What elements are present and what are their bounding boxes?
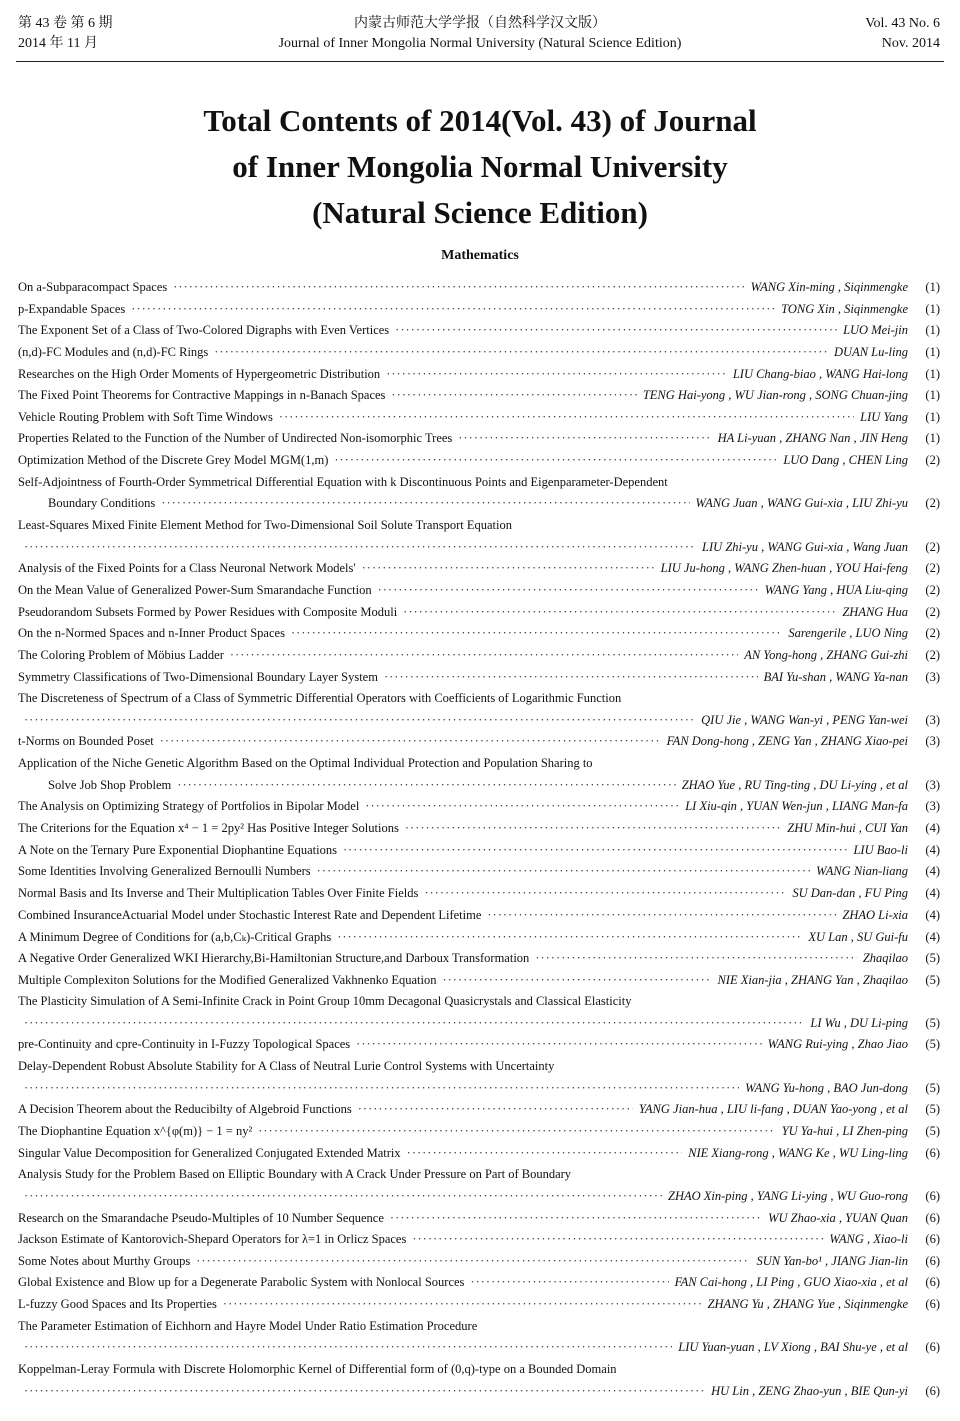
entry-issue: (1) bbox=[925, 344, 940, 359]
toc-entry bbox=[18, 1167, 940, 1189]
toc-entry bbox=[18, 367, 940, 389]
entry-authors: AN Yong-hong , ZHANG Gui-zhi bbox=[744, 647, 908, 662]
entry-authors: ZHAO Li-xia bbox=[842, 907, 908, 922]
entry-title: Analysis Study for the Problem Based on Elliptic Boundary with A Crack Under Pressure on Part of Boundary bbox=[18, 1167, 572, 1182]
leader-dots bbox=[24, 1081, 739, 1096]
contents-list bbox=[18, 280, 940, 1405]
toc-entry bbox=[18, 1384, 940, 1406]
toc-entry bbox=[18, 713, 940, 735]
journal-name bbox=[0, 14, 960, 54]
leader-dots bbox=[337, 930, 802, 945]
entry-title: Multiple Complexiton Solutions for the Modified Generalized Vakhnenko Equation bbox=[18, 972, 437, 987]
page-title bbox=[0, 98, 960, 236]
entry-issue: (2) bbox=[925, 626, 940, 641]
leader-dots bbox=[395, 323, 837, 338]
leader-dots bbox=[487, 908, 836, 923]
leader-dots bbox=[390, 1211, 762, 1226]
entry-issue: (6) bbox=[925, 1340, 940, 1355]
entry-issue: (3) bbox=[925, 799, 940, 814]
entry-title: Solve Job Shop Problem bbox=[48, 777, 172, 792]
toc-entry bbox=[18, 1146, 940, 1168]
entry-issue: (1) bbox=[925, 388, 940, 403]
entry-title: t-Norms on Bounded Poset bbox=[18, 734, 154, 749]
toc-entry bbox=[18, 302, 940, 324]
leader-dots bbox=[391, 388, 636, 403]
toc-entry bbox=[18, 1016, 940, 1038]
leader-dots bbox=[161, 496, 689, 511]
entry-title: Koppelman-Leray Formula with Discrete Holomorphic Kernel of Differential form of (0,q)-type on a Bounded Domain bbox=[18, 1362, 617, 1377]
entry-title: Global Existence and Blow up for a Degenerate Parabolic System with Nonlocal Sources bbox=[18, 1275, 465, 1290]
entry-issue: (6) bbox=[925, 1275, 940, 1290]
leader-dots bbox=[258, 1124, 775, 1139]
entry-issue: (4) bbox=[925, 864, 940, 879]
entry-authors: WANG Yang , HUA Liu-qing bbox=[764, 582, 908, 597]
entry-title: The Diophantine Equation x^{φ(m)} − 1 = ny² bbox=[18, 1123, 253, 1138]
entry-issue: (6) bbox=[925, 1297, 940, 1312]
leader-dots bbox=[458, 431, 711, 446]
toc-entry bbox=[18, 778, 940, 800]
toc-entry bbox=[18, 929, 940, 951]
toc-entry bbox=[18, 648, 940, 670]
entry-issue: (4) bbox=[925, 930, 940, 945]
entry-title: pre-Continuity and cpre-Continuity in I-Fuzzy Topological Spaces bbox=[18, 1037, 351, 1052]
entry-authors: FAN Cai-hong , LI Ping , GUO Xiao-xia , et al bbox=[674, 1275, 908, 1290]
leader-dots bbox=[470, 1275, 668, 1290]
issue-info-right bbox=[865, 14, 940, 54]
entry-issue: (6) bbox=[925, 1383, 940, 1398]
journal-name-cn: 内蒙古师范大学学报（自然科学汉文版） bbox=[354, 16, 606, 31]
toc-entry bbox=[18, 756, 940, 778]
toc-entry bbox=[18, 1232, 940, 1254]
volume-issue-en: Vol. 43 No. 6 bbox=[865, 16, 940, 31]
entry-authors: Sarengerile , LUO Ning bbox=[788, 626, 908, 641]
entry-title: Singular Value Decomposition for Generalized Conjugated Extended Matrix bbox=[18, 1145, 401, 1160]
leader-dots bbox=[405, 821, 781, 836]
leader-dots bbox=[403, 605, 836, 620]
entry-title: Jackson Estimate of Kantorovich-Shepard Operators for λ=1 in Orlicz Spaces bbox=[18, 1232, 407, 1247]
entry-authors: FAN Dong-hong , ZENG Yan , ZHANG Xiao-pei bbox=[666, 734, 908, 749]
entry-title: The Analysis on Optimizing Strategy of Portfolios in Bipolar Model bbox=[18, 799, 360, 814]
entry-authors: LI Xiu-qin , YUAN Wen-jun , LIANG Man-fa bbox=[685, 799, 908, 814]
entry-title: A Note on the Ternary Pure Exponential Diophantine Equations bbox=[18, 842, 337, 857]
toc-entry bbox=[18, 431, 940, 453]
toc-entry bbox=[18, 864, 940, 886]
entry-issue: (6) bbox=[925, 1253, 940, 1268]
entry-authors: ZHANG Yu , ZHANG Yue , Siqinmengke bbox=[707, 1297, 908, 1312]
entry-issue: (5) bbox=[925, 1015, 940, 1030]
toc-entry bbox=[18, 1211, 940, 1233]
entry-title: The Fixed Point Theorems for Contractive Mappings in n-Banach Spaces bbox=[18, 388, 386, 403]
entry-issue: (1) bbox=[925, 409, 940, 424]
entry-issue: (5) bbox=[925, 1102, 940, 1117]
toc-entry bbox=[18, 1319, 940, 1341]
entry-title: Research on the Smarandache Pseudo-Multiples of 10 Number Sequence bbox=[18, 1210, 384, 1225]
entry-title: Self-Adjointness of Fourth-Order Symmetrical Differential Equation with k Discontinuous Points and Eigenparameter-Dependent bbox=[18, 474, 668, 489]
leader-dots bbox=[173, 280, 744, 295]
leader-dots bbox=[131, 302, 775, 317]
entry-title: Symmetry Classifications of Two-Dimensional Boundary Layer System bbox=[18, 669, 378, 684]
leader-dots bbox=[334, 453, 777, 468]
entry-authors: WANG , Xiao-li bbox=[829, 1232, 908, 1247]
header-rule bbox=[16, 61, 944, 62]
volume-issue-cn: 第 43 卷 第 6 期 bbox=[18, 16, 113, 31]
entry-issue: (3) bbox=[925, 734, 940, 749]
leader-dots bbox=[177, 778, 675, 793]
entry-authors: WU Zhao-xia , YUAN Quan bbox=[768, 1210, 908, 1225]
toc-entry bbox=[18, 561, 940, 583]
leader-dots bbox=[343, 843, 848, 858]
entry-title: Application of the Niche Genetic Algorithm Based on the Optimal Individual Protection and Population Sharing to bbox=[18, 756, 593, 771]
entry-title: Normal Basis and Its Inverse and Their Multiplication Tables Over Finite Fields bbox=[18, 885, 419, 900]
leader-dots bbox=[291, 626, 782, 641]
entry-authors: TENG Hai-yong , WU Jian-rong , SONG Chuan-jing bbox=[642, 388, 908, 403]
entry-title: The Exponent Set of a Class of Two-Colored Digraphs with Even Vertices bbox=[18, 323, 390, 338]
entry-authors: WANG Nian-liang bbox=[816, 864, 908, 879]
entry-authors: LIU Yuan-yuan , LV Xiong , BAI Shu-ye , et al bbox=[678, 1340, 908, 1355]
toc-entry bbox=[18, 886, 940, 908]
toc-entry bbox=[18, 453, 940, 475]
entry-title: Analysis of the Fixed Points for a Class Neuronal Network Models' bbox=[18, 561, 356, 576]
entry-issue: (2) bbox=[925, 561, 940, 576]
entry-issue: (1) bbox=[925, 431, 940, 446]
entry-authors: Zhaqilao bbox=[862, 950, 908, 965]
toc-entry bbox=[18, 475, 940, 497]
section-heading: Mathematics bbox=[441, 248, 519, 263]
entry-title: Least-Squares Mixed Finite Element Method for Two-Dimensional Soil Solute Transport Equation bbox=[18, 518, 512, 533]
entry-title: On the n-Normed Spaces and n-Inner Product Spaces bbox=[18, 626, 285, 641]
entry-issue: (4) bbox=[925, 821, 940, 836]
entry-title: Properties Related to the Function of the Number of Undirected Non-isomorphic Trees bbox=[18, 431, 453, 446]
leader-dots bbox=[230, 648, 738, 663]
entry-issue: (1) bbox=[925, 323, 940, 338]
entry-issue: (2) bbox=[925, 539, 940, 554]
entry-authors: ZHANG Hua bbox=[842, 604, 908, 619]
toc-entry bbox=[18, 345, 940, 367]
entry-issue: (5) bbox=[925, 1123, 940, 1138]
entry-issue: (3) bbox=[925, 777, 940, 792]
entry-authors: WANG Yu-hong , BAO Jun-dong bbox=[745, 1080, 908, 1095]
entry-authors: LUO Dang , CHEN Ling bbox=[783, 453, 908, 468]
entry-issue: (6) bbox=[925, 1145, 940, 1160]
entry-issue: (5) bbox=[925, 950, 940, 965]
leader-dots bbox=[214, 345, 828, 360]
entry-issue: (2) bbox=[925, 604, 940, 619]
leader-dots bbox=[378, 583, 759, 598]
journal-header bbox=[0, 14, 960, 60]
entry-authors: HU Lin , ZENG Zhao-yun , BIE Qun-yi bbox=[711, 1383, 908, 1398]
toc-entry bbox=[18, 323, 940, 345]
entry-authors: TONG Xin , Siqinmengke bbox=[781, 301, 908, 316]
entry-title: The Discreteness of Spectrum of a Class of Symmetric Differential Operators with Coefficients of Logarithmic Function bbox=[18, 691, 622, 706]
leader-dots bbox=[223, 1297, 702, 1312]
entry-authors: LIU Zhi-yu , WANG Gui-xia , Wang Juan bbox=[702, 539, 908, 554]
leader-dots bbox=[365, 799, 679, 814]
toc-entry bbox=[18, 1189, 940, 1211]
entry-title: Boundary Conditions bbox=[48, 496, 156, 511]
entry-title: A Minimum Degree of Conditions for (a,b,Cₖ)-Critical Graphs bbox=[18, 930, 332, 945]
toc-entry bbox=[18, 1340, 940, 1362]
toc-entry bbox=[18, 540, 940, 562]
entry-title: The Coloring Problem of Möbius Ladder bbox=[18, 647, 224, 662]
entry-issue: (5) bbox=[925, 1037, 940, 1052]
entry-title: Some Notes about Murthy Groups bbox=[18, 1253, 191, 1268]
entry-title: The Criterions for the Equation x⁴ − 1 = 2py² Has Positive Integer Solutions bbox=[18, 821, 399, 836]
leader-dots bbox=[358, 1102, 633, 1117]
entry-title: A Decision Theorem about the Reducibilty of Algebroid Functions bbox=[18, 1102, 352, 1117]
entry-title: (n,d)-FC Modules and (n,d)-FC Rings bbox=[18, 344, 209, 359]
toc-entry bbox=[18, 734, 940, 756]
entry-authors: WANG Juan , WANG Gui-xia , LIU Zhi-yu bbox=[695, 496, 908, 511]
leader-dots bbox=[24, 1340, 672, 1355]
entry-title: On a-Subparacompact Spaces bbox=[18, 280, 168, 294]
toc-entry bbox=[18, 908, 940, 930]
entry-issue: (2) bbox=[925, 582, 940, 597]
entry-authors: YANG Jian-hua , LIU li-fang , DUAN Yao-yong , et al bbox=[638, 1102, 908, 1117]
entry-issue: (1) bbox=[925, 366, 940, 381]
leader-dots bbox=[279, 410, 854, 425]
entry-issue: (3) bbox=[925, 669, 940, 684]
entry-issue: (4) bbox=[925, 885, 940, 900]
entry-authors: LI Wu , DU Li-ping bbox=[810, 1015, 908, 1030]
entry-authors: LIU Ju-hong , WANG Zhen-huan , YOU Hai-feng bbox=[660, 561, 908, 576]
entry-issue: (5) bbox=[925, 972, 940, 987]
entry-issue: (6) bbox=[925, 1232, 940, 1247]
entry-issue: (2) bbox=[925, 647, 940, 662]
leader-dots bbox=[24, 540, 696, 555]
entry-authors: LIU Yang bbox=[860, 409, 908, 424]
toc-entry bbox=[18, 1037, 940, 1059]
title-line-2: of Inner Mongolia Normal University bbox=[232, 149, 728, 184]
leader-dots bbox=[424, 886, 786, 901]
leader-dots bbox=[196, 1254, 750, 1269]
entry-authors: DUAN Lu-ling bbox=[834, 344, 908, 359]
entry-title: Vehicle Routing Problem with Soft Time Windows bbox=[18, 409, 273, 424]
leader-dots bbox=[24, 1384, 705, 1399]
toc-entry bbox=[18, 626, 940, 648]
entry-authors: LUO Mei-jin bbox=[843, 323, 908, 338]
toc-entry bbox=[18, 951, 940, 973]
title-line-3: (Natural Science Edition) bbox=[312, 195, 648, 230]
toc-entry bbox=[18, 994, 940, 1016]
entry-authors: ZHAO Xin-ping , YANG Li-ying , WU Guo-rong bbox=[668, 1188, 908, 1203]
entry-issue: (4) bbox=[925, 842, 940, 857]
leader-dots bbox=[386, 367, 727, 382]
title-line-1: Total Contents of 2014(Vol. 43) of Journal bbox=[203, 103, 757, 138]
toc-entry bbox=[18, 605, 940, 627]
toc-entry bbox=[18, 518, 940, 540]
toc-entry bbox=[18, 799, 940, 821]
leader-dots bbox=[442, 973, 711, 988]
entry-title: On the Mean Value of Generalized Power-Sum Smarandache Function bbox=[18, 582, 372, 597]
leader-dots bbox=[24, 1189, 662, 1204]
entry-authors: LIU Chang-biao , WANG Hai-long bbox=[732, 366, 908, 381]
toc-entry bbox=[18, 843, 940, 865]
entry-authors: BAI Yu-shan , WANG Ya-nan bbox=[763, 669, 908, 684]
entry-authors: NIE Xian-jia , ZHANG Yan , Zhaqilao bbox=[717, 972, 908, 987]
entry-title: Delay-Dependent Robust Absolute Stability for A Class of Neutral Lurie Control Systems with Uncertainty bbox=[18, 1059, 555, 1074]
entry-title: Combined InsuranceActuarial Model under Stochastic Interest Rate and Dependent Lifetime bbox=[18, 907, 482, 922]
date-en: Nov. 2014 bbox=[881, 36, 940, 51]
leader-dots bbox=[160, 734, 661, 749]
toc-entry bbox=[18, 583, 940, 605]
entry-issue: (1) bbox=[925, 301, 940, 316]
toc-entry bbox=[18, 410, 940, 432]
toc-entry bbox=[18, 973, 940, 995]
entry-authors: WANG Xin-ming , Siqinmengke bbox=[750, 280, 908, 294]
entry-title: The Parameter Estimation of Eichhorn and Hayre Model Under Ratio Estimation Procedure bbox=[18, 1318, 478, 1333]
entry-authors: WANG Rui-ying , Zhao Jiao bbox=[767, 1037, 908, 1052]
toc-entry bbox=[18, 1297, 940, 1319]
entry-title: The Plasticity Simulation of A Semi-Infinite Crack in Point Group 10mm Decagonal Quasicrystals and Classical Elasticity bbox=[18, 994, 632, 1009]
entry-authors: SU Dan-dan , FU Ping bbox=[792, 885, 908, 900]
entry-issue: (2) bbox=[925, 496, 940, 511]
entry-title: Some Identities Involving Generalized Bernoulli Numbers bbox=[18, 864, 311, 879]
entry-authors: YU Ya-hui , LI Zhen-ping bbox=[781, 1123, 908, 1138]
entry-authors: ZHU Min-hui , CUI Yan bbox=[787, 821, 908, 836]
entry-authors: XU Lan , SU Gui-fu bbox=[808, 930, 908, 945]
entry-authors: NIE Xiang-rong , WANG Ke , WU Ling-ling bbox=[688, 1145, 908, 1160]
leader-dots bbox=[24, 713, 695, 728]
entry-issue: (6) bbox=[925, 1188, 940, 1203]
toc-entry bbox=[18, 280, 940, 302]
toc-entry bbox=[18, 670, 940, 692]
entry-authors: SUN Yan-bo¹ , JIANG Jian-lin bbox=[756, 1253, 908, 1268]
leader-dots bbox=[384, 670, 758, 685]
entry-title: L-fuzzy Good Spaces and Its Properties bbox=[18, 1297, 217, 1312]
entry-title: Pseudorandom Subsets Formed by Power Residues with Composite Moduli bbox=[18, 604, 398, 619]
entry-authors: LIU Bao-li bbox=[853, 842, 908, 857]
entry-issue: (2) bbox=[925, 453, 940, 468]
entry-issue: (6) bbox=[925, 1210, 940, 1225]
entry-issue: (4) bbox=[925, 907, 940, 922]
entry-authors: ZHAO Yue , RU Ting-ting , DU Li-ying , et al bbox=[681, 777, 908, 792]
toc-entry bbox=[18, 1102, 940, 1124]
date-cn: 2014 年 11 月 bbox=[18, 36, 98, 51]
toc-entry bbox=[18, 821, 940, 843]
toc-entry bbox=[18, 1124, 940, 1146]
leader-dots bbox=[317, 864, 811, 879]
leader-dots bbox=[535, 951, 857, 966]
entry-issue: (3) bbox=[925, 712, 940, 727]
toc-entry bbox=[18, 1059, 940, 1081]
entry-title: A Negative Order Generalized WKI Hierarchy,Bi-Hamiltonian Structure,and Darboux Transformation bbox=[18, 950, 530, 965]
leader-dots bbox=[24, 1016, 804, 1031]
toc-entry bbox=[18, 1081, 940, 1103]
entry-issue: (5) bbox=[925, 1080, 940, 1095]
entry-title: Researches on the High Order Moments of Hypergeometric Distribution bbox=[18, 366, 381, 381]
journal-name-en: Journal of Inner Mongolia Normal University (Natural Science Edition) bbox=[278, 36, 682, 51]
entry-title: p-Expandable Spaces bbox=[18, 301, 126, 316]
leader-dots bbox=[412, 1232, 823, 1247]
toc-entry bbox=[18, 1275, 940, 1297]
entry-authors: HA Li-yuan , ZHANG Nan , JIN Heng bbox=[717, 431, 908, 446]
leader-dots bbox=[356, 1037, 761, 1052]
toc-entry bbox=[18, 691, 940, 713]
toc-entry bbox=[18, 1254, 940, 1276]
toc-entry bbox=[18, 496, 940, 518]
entry-authors: QIU Jie , WANG Wan-yi , PENG Yan-wei bbox=[701, 712, 908, 727]
toc-entry bbox=[18, 1362, 940, 1384]
leader-dots bbox=[407, 1146, 683, 1161]
entry-issue: (1) bbox=[925, 280, 940, 294]
toc-entry bbox=[18, 388, 940, 410]
leader-dots bbox=[362, 561, 655, 576]
entry-title: Optimization Method of the Discrete Grey Model MGM(1,m) bbox=[18, 453, 329, 468]
